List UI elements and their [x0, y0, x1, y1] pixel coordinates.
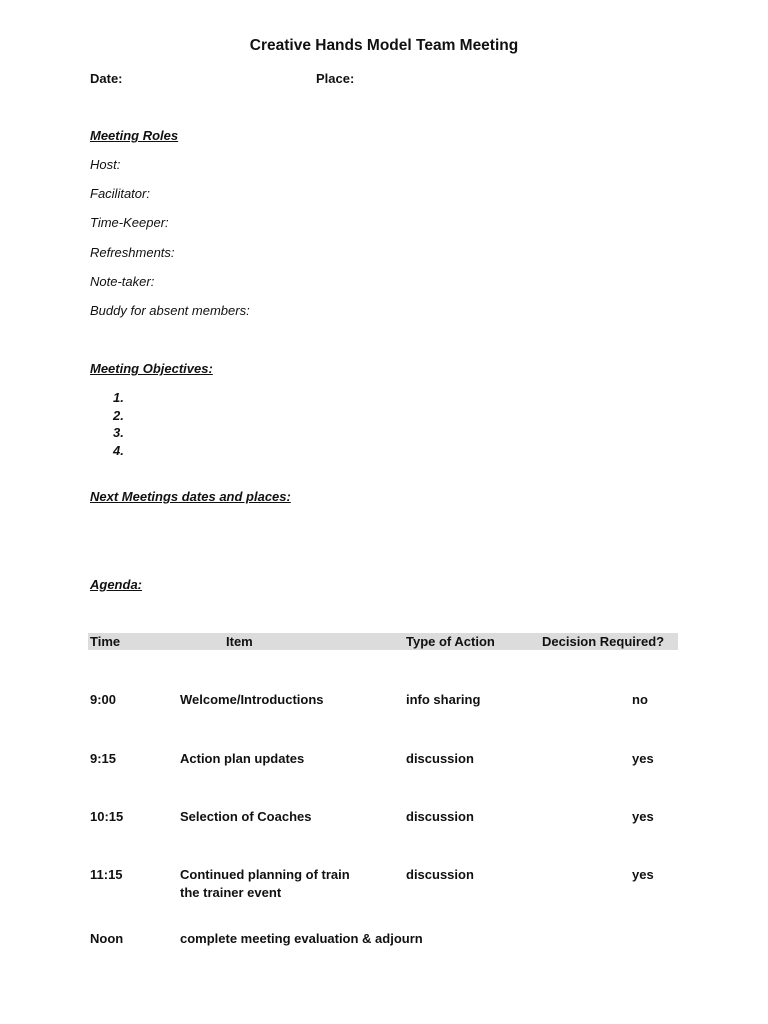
document-title: Creative Hands Model Team Meeting: [249, 37, 519, 54]
date-label: Date:: [90, 71, 123, 86]
row-type: discussion: [406, 809, 474, 824]
objective-1: 1.: [113, 390, 124, 405]
row-item: Welcome/Introductions: [180, 692, 324, 707]
row-decision: yes: [632, 809, 654, 824]
row-decision: yes: [632, 867, 654, 882]
objective-4: 4.: [113, 443, 124, 458]
meeting-roles-heading: Meeting Roles: [90, 128, 179, 143]
place-label: Place:: [316, 71, 355, 86]
row-time: 9:15: [90, 751, 117, 766]
row-item: Action plan updates: [180, 751, 305, 766]
column-header-time: Time: [90, 634, 121, 649]
row-time: 9:00: [90, 692, 117, 707]
role-time-keeper: Time-Keeper:: [90, 215, 169, 230]
meeting-objectives-heading: Meeting Objectives:: [90, 361, 213, 376]
column-header-type: Type of Action: [406, 634, 495, 649]
row-decision: yes: [632, 751, 654, 766]
row-item: Continued planning of train the trainer event: [180, 867, 350, 900]
row-time: 11:15: [90, 867, 123, 882]
row-item: Selection of Coaches: [180, 809, 312, 824]
next-meetings-heading: Next Meetings dates and places:: [90, 489, 291, 504]
row-decision: no: [632, 692, 648, 707]
role-host: Host:: [90, 157, 121, 172]
role-note-taker: Note-taker:: [90, 274, 155, 289]
objective-2: 2.: [113, 408, 124, 423]
row-type: discussion: [406, 867, 474, 882]
row-time: 10:15: [90, 809, 124, 824]
role-facilitator: Facilitator:: [90, 186, 150, 201]
row-time: Noon: [90, 931, 124, 946]
role-buddy: Buddy for absent members:: [90, 303, 250, 318]
role-refreshments: Refreshments:: [90, 245, 175, 260]
column-header-item: Item: [226, 634, 253, 649]
objective-3: 3.: [113, 425, 124, 440]
agenda-heading: Agenda:: [90, 577, 142, 592]
column-header-decision: Decision Required?: [542, 634, 665, 649]
row-type: discussion: [406, 751, 474, 766]
row-type: info sharing: [406, 692, 481, 707]
row-item: complete meeting evaluation & adjourn: [180, 931, 423, 946]
